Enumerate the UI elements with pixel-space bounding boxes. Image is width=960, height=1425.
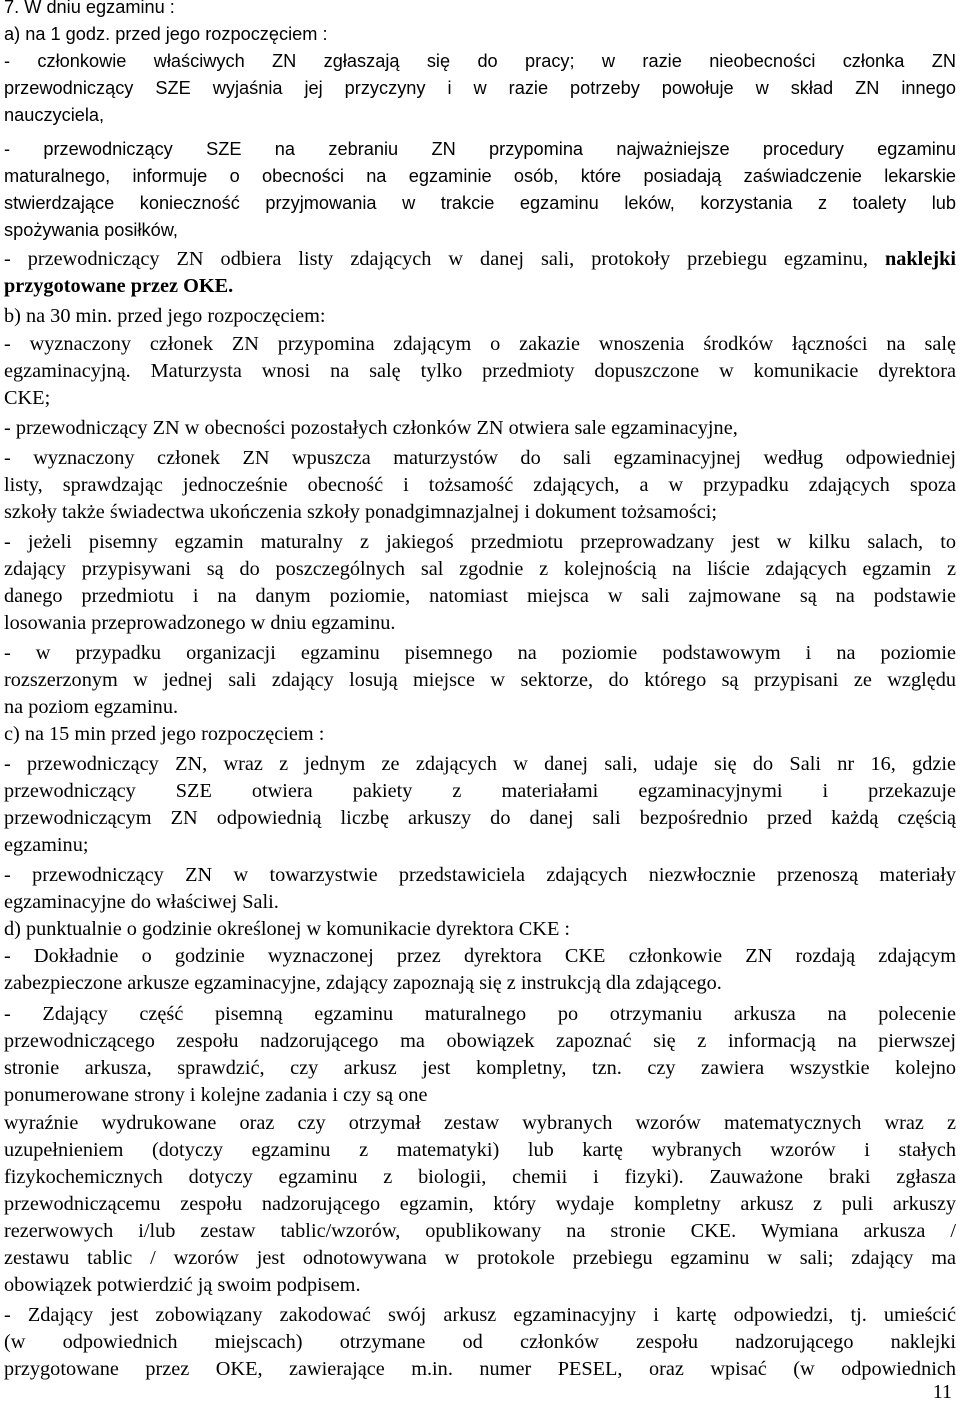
text-line: obowiązek potwierdzić ją swoim podpisem. <box>4 1274 361 1296</box>
text-line: - przewodniczący SZE na zebraniu ZN przypomina najważniejsze procedury egzaminu <box>4 139 956 159</box>
subsection-d-heading: d) punktualnie o godzinie określonej w komunikacie dyrektora CKE : <box>4 918 571 940</box>
text-line: rezerwowych i/lub zestaw tablic/wzorów, opublikowany na stronie CKE. Wymiana arkusza / <box>4 1220 956 1242</box>
subsection-a-heading: a) na 1 godz. przed jego rozpoczęciem : <box>4 24 328 44</box>
text-line: - Zdający część pisemną egzaminu maturalnego po otrzymaniu arkusza na polecenie <box>4 1003 956 1025</box>
text-line: egzaminacyjne do właściwej Sali. <box>4 891 279 913</box>
text-line: stwierdzające konieczność przyjmowania w trakcie egzaminu leków, korzystania z toalety lub <box>4 193 956 213</box>
text-line: losowania przeprowadzonego w dniu egzaminu. <box>4 612 396 634</box>
text-line: listy, sprawdzając jednocześnie obecność i tożsamość zdających, a w przypadku zdających spoza <box>4 474 956 496</box>
text-line: rozszerzonym w jednej sali zdający losują miejsce w sektorze, do którego są przypisani ze względu <box>4 669 956 691</box>
text-line: (w odpowiednich miejscach) otrzymane od członków zespołu nadzorującego naklejki <box>4 1331 956 1353</box>
text-line: - członkowie właściwych ZN zgłaszają się do pracy; w razie nieobecności członka ZN <box>4 51 956 71</box>
subsection-c-heading: c) na 15 min przed jego rozpoczęciem : <box>4 723 325 745</box>
text-line: wyraźnie wydrukowane oraz czy otrzymał zestaw wybranych wzorów matematycznych wraz z <box>4 1112 956 1134</box>
text-line: przewodniczącym ZN odpowiednią liczbę arkuszy do danej sali bezpośrednio przed każdą częścią <box>4 807 956 829</box>
text-line: - przewodniczący ZN w obecności pozostałych członków ZN otwiera sale egzaminacyjne, <box>4 417 738 439</box>
text-line: stronie arkusza, sprawdzić, czy arkusz jest kompletny, tzn. czy zawiera wszystkie kolejno <box>4 1057 956 1079</box>
text-line-bold: przygotowane przez OKE. <box>4 275 234 297</box>
text-line: przewodniczącemu zespołu nadzorującego egzamin, który wydaje kompletny arkusz z puli arkuszy <box>4 1193 956 1215</box>
text-line: nauczyciela, <box>4 105 105 125</box>
text-line: - Zdający jest zobowiązany zakodować swój arkusz egzaminacyjny i kartę odpowiedzi, tj. umieścić <box>4 1304 956 1326</box>
text-line: - Dokładnie o godzinie wyznaczonej przez dyrektora CKE członkowie ZN rozdają zdającym <box>4 945 956 967</box>
text-line <box>4 246 956 273</box>
text-line-bold: naklejki <box>884 248 956 270</box>
subsection-b-heading: b) na 30 min. przed jego rozpoczęciem: <box>4 305 326 327</box>
text-line: przewodniczącego zespołu nadzorującego ma obowiązek zapoznać się z informacją na pierwszej <box>4 1030 956 1052</box>
text-line: fizykochemicznych dotyczy egzaminu z biologii, chemii i fizyki). Zauważone braki zgłasza <box>4 1166 956 1188</box>
text-line: - jeżeli pisemny egzamin maturalny z jakiegoś przedmiotu przeprowadzany jest w kilku salach, to <box>4 531 956 553</box>
text-line: przewodniczący SZE wyjaśnia jej przyczyny i w razie potrzeby powołuje w skład ZN innego <box>4 78 956 98</box>
text-line-part: - przewodniczący ZN odbiera listy zdających w danej sali, protokoły przebiegu egzaminu, <box>4 248 868 270</box>
section-heading: 7. W dniu egzaminu : <box>4 0 175 17</box>
text-line: na poziom egzaminu. <box>4 696 179 718</box>
text-line: uzupełnieniem (dotyczy egzaminu z matematyki) lub kartę wybranych wzorów i stałych <box>4 1139 956 1161</box>
text-line: przygotowane przez OKE, zawierające m.in. numer PESEL, oraz wpisać (w odpowiednich <box>4 1358 956 1380</box>
text-line: - wyznaczony członek ZN przypomina zdającym o zakazie wnoszenia środków łączności na salę <box>4 333 956 355</box>
text-line: danego przedmiotu i na danym poziomie, natomiast miejsca w sali zajmowane są na podstawie <box>4 585 956 607</box>
text-line: przewodniczący SZE otwiera pakiety z materiałami egzaminacyjnymi i przekazuje <box>4 780 956 802</box>
text-line: egzaminacyjną. Maturzysta wnosi na salę tylko przedmioty dopuszczone w komunikacie dyrektora <box>4 360 956 382</box>
text-line: - w przypadku organizacji egzaminu pisemnego na poziomie podstawowym i na poziomie <box>4 642 956 664</box>
text-line: zestawu tablic / wzorów jest odnotowywana w protokole przebiegu egzaminu w sali; zdający ma <box>4 1247 956 1269</box>
text-line: egzaminu; <box>4 834 89 856</box>
text-line: - przewodniczący ZN, wraz z jednym ze zdających w danej sali, udaje się do Sali nr 16, gdzie <box>4 753 956 775</box>
text-line: maturalnego, informuje o obecności na egzaminie osób, które posiadają zaświadczenie lekarskie <box>4 166 956 186</box>
page-number: 11 <box>932 1381 952 1403</box>
text-line: CKE; <box>4 387 51 409</box>
text-line: ponumerowane strony i kolejne zadania i czy są one <box>4 1084 428 1106</box>
text-line: zabezpieczone arkusze egzaminacyjne, zdający zapoznają się z instrukcją dla zdającego. <box>4 972 722 994</box>
text-line: - wyznaczony członek ZN wpuszcza maturzystów do sali egzaminacyjnej według odpowiedniej <box>4 447 956 469</box>
text-line: szkoły także świadectwa ukończenia szkoły ponadgimnazjalnej i dokument tożsamości; <box>4 501 718 523</box>
text-line: spożywania posiłków, <box>4 220 178 240</box>
text-line: - przewodniczący ZN w towarzystwie przedstawiciela zdających niezwłocznie przenoszą materiały <box>4 864 956 886</box>
text-line: zdający przypisywani są do poszczególnych sal zgodnie z kolejnością na liście zdających egzamin z <box>4 558 956 580</box>
